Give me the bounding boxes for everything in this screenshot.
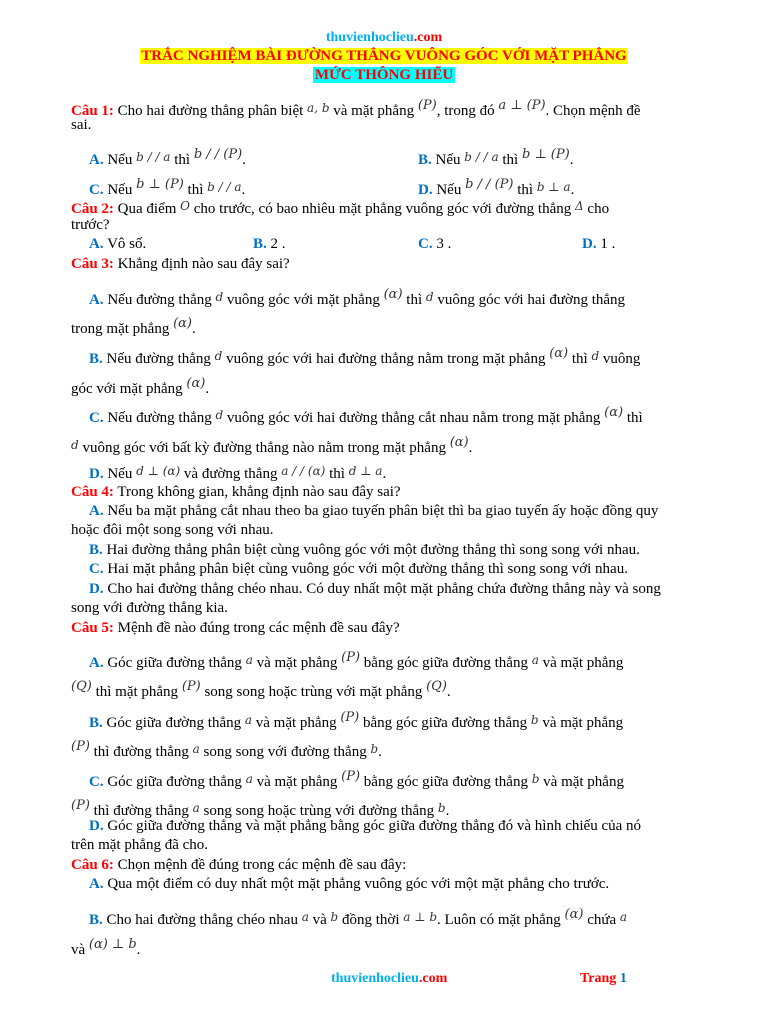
math-expr: (α): [449, 435, 469, 450]
option-text: đồng thời: [341, 912, 400, 928]
option-text: Góc giữa đường thẳng và mặt phẳng bằng góc giữa đường thẳng đó và hình chiếu của nó: [107, 818, 642, 834]
option-text: và mặt phẳng: [542, 655, 624, 671]
option-text: bằng góc giữa đường thẳng: [363, 774, 528, 790]
option-3c-cont: [71, 433, 472, 458]
option-key: A.: [89, 292, 104, 308]
option-3a-cont: [71, 314, 196, 339]
question-number: Câu 6:: [71, 857, 114, 873]
question-2-cont: [71, 216, 110, 235]
option-key: B.: [89, 715, 103, 731]
option-text: trong mặt phẳng: [71, 321, 170, 337]
option-5a[interactable]: [89, 648, 623, 673]
math-expr: (P): [71, 739, 90, 754]
option-text: trên mặt phẳng đã cho.: [71, 837, 209, 853]
option-text: . Luôn có mặt phẳng: [437, 912, 561, 928]
option-text: Cho hai đường thẳng chéo nhau: [106, 912, 298, 928]
option-text: Nếu: [435, 152, 461, 168]
option-text: góc với mặt phẳng: [71, 381, 183, 397]
math-expr: (α): [383, 287, 403, 302]
question-3: [71, 255, 290, 274]
question-number: Câu 4:: [71, 484, 114, 500]
option-text: vuông góc với hai đường thẳng cắt nhau nằm trong mặt phẳng: [226, 410, 601, 426]
math-expr: (P): [341, 769, 361, 784]
option-text: 1 .: [600, 236, 616, 252]
option-text: .: [241, 182, 246, 198]
header-site-name: thuvienhoclieu: [325, 30, 414, 45]
option-5c[interactable]: [89, 767, 624, 792]
option-text: Qua một điểm có duy nhất một mặt phẳng vuông góc với một mặt phẳng cho trước.: [107, 876, 610, 892]
option-4b[interactable]: [89, 541, 640, 560]
option-key: A.: [89, 152, 104, 168]
option-text: vuông góc với hai đường thẳng nằm trong mặt phẳng: [226, 351, 546, 367]
math-expr: b ⊥ a: [536, 180, 571, 194]
option-text: Cho hai đường thẳng chéo nhau. Có duy nhất một mặt phẳng chứa đường thẳng này và song: [107, 581, 661, 597]
math-expr: a: [192, 742, 200, 756]
math-expr: (Q): [426, 679, 447, 694]
option-5b[interactable]: [89, 708, 623, 733]
option-5d-cont: [71, 836, 208, 855]
math-expr: a: [192, 801, 200, 815]
math-expr: a: [245, 772, 253, 786]
option-key: A.: [89, 236, 104, 252]
math-expr: d: [215, 290, 224, 304]
option-text: vuông: [602, 351, 641, 367]
option-text: thì: [406, 292, 423, 308]
question-text: sai.: [71, 117, 92, 133]
option-text: và mặt phẳng: [255, 715, 337, 731]
option-text: 3 .: [436, 236, 452, 252]
option-6b[interactable]: [89, 905, 627, 930]
math-expr: b: [370, 742, 379, 756]
question-1-cont: [71, 116, 91, 135]
option-5d[interactable]: [89, 817, 641, 836]
math-expr: b: [330, 910, 339, 924]
option-4a[interactable]: [89, 502, 658, 521]
doc-subtitle: [0, 66, 768, 84]
math-expr: d: [71, 438, 79, 452]
math-expr: a ⊥ b: [403, 910, 438, 924]
option-key: C.: [89, 561, 104, 577]
option-text: Nếu đường thẳng: [106, 351, 211, 367]
option-key: A.: [89, 876, 104, 892]
math-expr: (α): [604, 405, 624, 420]
option-text: Hai mặt phẳng phân biệt cùng vuông góc với một đường thẳng thì song song với nhau.: [107, 561, 628, 577]
option-key: D.: [89, 818, 104, 834]
option-5b-cont: [71, 737, 382, 762]
header-site-domain: .com: [413, 30, 443, 45]
option-text: thì mặt phẳng: [95, 684, 179, 700]
page-number-value: 1: [619, 971, 627, 986]
option-key: D.: [418, 182, 433, 198]
option-6a[interactable]: [89, 875, 609, 894]
question-2: [71, 197, 609, 219]
question-number: Câu 5:: [71, 620, 114, 636]
option-text: vuông góc với mặt phẳng: [226, 292, 380, 308]
question-number: Câu 1:: [71, 103, 114, 119]
footer-site: [331, 971, 447, 987]
question-text: trước?: [71, 217, 110, 233]
option-key: B.: [418, 152, 432, 168]
math-expr: b / / a: [207, 180, 242, 194]
math-expr: Δ: [574, 199, 584, 213]
option-text: song song hoặc trùng với mặt phẳng: [204, 684, 423, 700]
page-number: [580, 971, 627, 987]
option-text: Nếu: [436, 182, 462, 198]
option-text: song song hoặc trùng với đường thẳng: [203, 803, 435, 819]
option-text: Hai đường thẳng phân biệt cùng vuông góc với một đường thẳng thì song song với nhau.: [106, 542, 640, 558]
footer-site-name: thuvienhoclieu: [331, 971, 419, 986]
header-site: [0, 30, 768, 46]
option-text: Nếu: [107, 466, 133, 482]
option-text: .: [468, 440, 473, 456]
math-expr: a / / (α): [281, 464, 326, 478]
question-text: , trong đó: [436, 103, 495, 119]
math-expr: b / / (P): [193, 147, 243, 162]
option-text: .: [378, 744, 382, 760]
option-key: A.: [89, 655, 104, 671]
option-key: B.: [89, 542, 103, 558]
option-text: .: [136, 942, 141, 958]
option-text: Góc giữa đường thẳng: [106, 715, 242, 731]
math-expr: (P): [340, 710, 360, 725]
math-expr: O: [180, 199, 190, 213]
question-text: Khẳng định nào sau đây sai?: [117, 256, 290, 272]
option-text: .: [205, 381, 210, 397]
math-expr: (P): [71, 798, 90, 813]
question-text: Trong không gian, khẳng định nào sau đây sai?: [117, 484, 401, 500]
option-text: Nếu: [107, 182, 133, 198]
option-text: vuông góc với hai đường thẳng: [437, 292, 626, 308]
option-text: Nếu: [107, 152, 133, 168]
option-text: song song với đường thẳng: [203, 744, 367, 760]
option-text: chứa: [587, 912, 617, 928]
math-expr: d ⊥ a: [348, 464, 383, 478]
option-3b-cont: [71, 374, 209, 399]
option-text: 2 .: [270, 236, 286, 252]
question-text: và mặt phẳng: [333, 103, 415, 119]
question-6: [71, 856, 406, 875]
option-text: song với đường thẳng kia.: [71, 600, 228, 616]
math-expr: (α): [173, 316, 193, 331]
option-4a-cont: [71, 521, 274, 540]
option-key: B.: [89, 351, 103, 367]
doc-title-line1: TRẮC NGHIỆM BÀI ĐƯỜNG THẲNG VUÔNG GÓC VỚI MẶT PHẲNG: [141, 48, 627, 64]
question-number: Câu 3:: [71, 256, 114, 272]
math-expr: (Q): [71, 679, 92, 694]
math-expr: a: [245, 653, 253, 667]
question-text: Mệnh đề nào đúng trong các mệnh đề sau đây?: [117, 620, 400, 636]
option-4d-cont: [71, 599, 228, 618]
math-expr: b ⊥ (P): [136, 177, 184, 192]
option-text: thì: [329, 466, 345, 482]
option-key: A.: [89, 503, 104, 519]
option-1a[interactable]: [89, 145, 246, 170]
question-text: Qua điểm: [117, 201, 177, 217]
option-2c[interactable]: [418, 235, 451, 254]
math-expr: a, b: [307, 101, 330, 115]
math-expr: a: [301, 910, 309, 924]
option-text: hoặc đôi một song song với nhau.: [71, 522, 274, 538]
doc-title-line2: MỨC THÔNG HIỂU: [314, 67, 454, 83]
math-expr: d: [591, 349, 600, 363]
question-5: [71, 619, 400, 638]
math-expr: (P): [181, 679, 201, 694]
option-3c[interactable]: [89, 403, 643, 428]
option-text: và đường thẳng: [183, 466, 278, 482]
math-expr: b: [531, 772, 540, 786]
question-text: Chọn mệnh đề đúng trong các mệnh đề sau đây:: [117, 857, 407, 873]
option-text: Nếu ba mặt phẳng cắt nhau theo ba giao tuyến phân biệt thì ba giao tuyến ấy hoặc đồng quy: [107, 503, 659, 519]
option-3a[interactable]: [89, 285, 625, 310]
question-text: . Chọn mệnh đề: [545, 103, 641, 119]
option-text: và mặt phẳng: [542, 715, 624, 731]
option-key: C.: [89, 774, 104, 790]
math-expr: b / / (P): [465, 177, 514, 192]
option-text: và mặt phẳng: [256, 774, 338, 790]
option-text: bằng góc giữa đường thẳng: [363, 655, 528, 671]
doc-title: [0, 47, 768, 65]
option-text: bằng góc giữa đường thẳng: [362, 715, 528, 731]
option-text: vuông góc với bất kỳ đường thẳng nào nằm trong mặt phẳng: [82, 440, 446, 456]
option-key: D.: [89, 466, 104, 482]
option-text: thì: [187, 182, 204, 198]
math-expr: a: [619, 910, 628, 924]
option-2a[interactable]: [89, 235, 146, 254]
option-text: .: [242, 152, 246, 168]
option-text: Nếu đường thẳng: [107, 410, 212, 426]
math-expr: a ⊥ (P): [498, 98, 546, 113]
option-text: .: [192, 321, 196, 337]
math-expr: d ⊥ (α): [136, 464, 181, 478]
option-5a-cont: [71, 677, 451, 702]
math-expr: d: [425, 290, 434, 304]
option-text: và mặt phẳng: [543, 774, 624, 790]
option-text: và: [312, 912, 327, 928]
math-expr: (P): [341, 650, 361, 665]
footer-site-domain: .com: [418, 971, 448, 986]
option-text: thì: [502, 152, 519, 168]
math-expr: b: [530, 713, 539, 727]
option-key: C.: [418, 236, 433, 252]
option-text: và mặt phẳng: [256, 655, 338, 671]
option-text: thì: [517, 182, 534, 198]
math-expr: a: [531, 653, 539, 667]
option-4c[interactable]: [89, 560, 628, 579]
option-6b-cont: [71, 935, 140, 960]
option-text: .: [570, 182, 575, 198]
math-expr: (α): [549, 346, 569, 361]
math-expr: (P): [417, 98, 437, 113]
math-expr: d: [215, 408, 224, 422]
option-text: thì: [174, 152, 191, 168]
option-text: .: [569, 152, 574, 168]
option-text: Góc giữa đường thẳng: [107, 774, 242, 790]
page-label: Trang: [580, 971, 617, 986]
option-2d[interactable]: [582, 235, 615, 254]
option-text: thì đường thẳng: [93, 744, 189, 760]
option-text: thì: [626, 410, 643, 426]
question-text: cho: [587, 201, 610, 217]
option-text: .: [446, 684, 451, 700]
question-1: [71, 96, 641, 121]
option-text: và: [71, 942, 86, 958]
option-1b[interactable]: [418, 145, 573, 170]
option-key: C.: [89, 182, 104, 198]
math-expr: b ⊥ (P): [521, 147, 570, 162]
question-number: Câu 2:: [71, 201, 114, 217]
math-expr: b / / a: [136, 150, 171, 164]
option-key: B.: [89, 912, 103, 928]
option-text: .: [445, 803, 450, 819]
math-expr: d: [214, 349, 223, 363]
option-4d[interactable]: [89, 580, 661, 599]
option-key: B.: [253, 236, 267, 252]
option-key: D.: [89, 581, 104, 597]
option-text: Góc giữa đường thẳng: [107, 655, 242, 671]
math-expr: (α) ⊥ b: [88, 937, 137, 952]
option-text: Vô số.: [107, 236, 147, 252]
option-key: C.: [89, 410, 104, 426]
question-text: Cho hai đường thẳng phân biệt: [117, 103, 304, 119]
option-text: Nếu đường thẳng: [107, 292, 212, 308]
option-text: thì đường thẳng: [93, 803, 189, 819]
option-2b[interactable]: [253, 235, 286, 254]
option-text: thì: [571, 351, 588, 367]
math-expr: (α): [564, 907, 584, 922]
option-key: D.: [582, 236, 597, 252]
option-3d[interactable]: [89, 462, 386, 484]
math-expr: b / / a: [464, 150, 499, 164]
math-expr: b: [437, 801, 446, 815]
question-text: cho trước, có bao nhiêu mặt phẳng vuông góc với đường thẳng: [193, 201, 572, 217]
option-text: .: [382, 466, 387, 482]
question-4: [71, 483, 401, 502]
option-3b[interactable]: [89, 344, 640, 369]
math-expr: a: [244, 713, 253, 727]
math-expr: (α): [186, 376, 206, 391]
